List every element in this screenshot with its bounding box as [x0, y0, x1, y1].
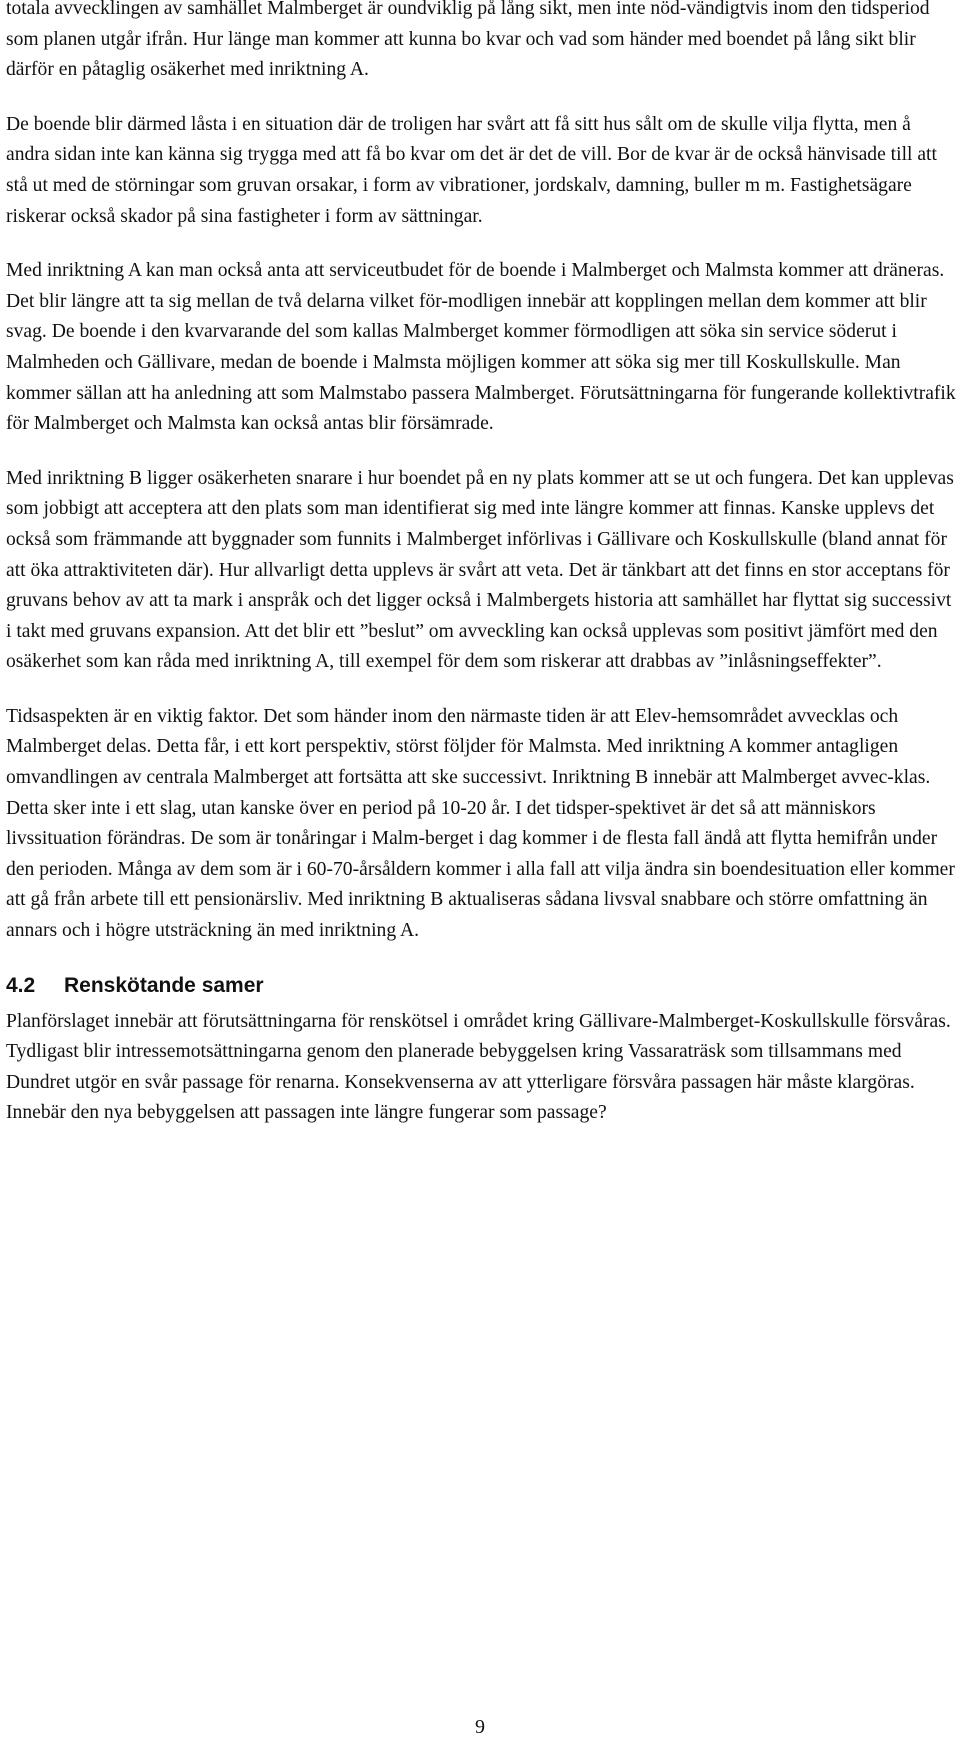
section-number: 4.2	[6, 973, 36, 997]
page-content	[6, 0, 956, 1153]
paragraph-3: Med inriktning A kan man också anta att serviceutbudet för de boende i Malmberget och Malmsta kommer att dräneras. Det blir längre att ta sig mellan de två delarna vilket för-modligen innebär att kopplingen mellan dem kommer att blir svag. De boende i den kvarvarande del som kallas Malmberget kommer förmodligen att söka sin service söderut i Malmheden och Gällivare, medan de boende i Malmsta möjligen kommer att söka sig mer till Koskullskulle. Man kommer sällan att ha anledning att som Malmstabo passera Malmberget. Förutsättningarna för fungerande kollektivtrafik för Malmberget och Malmsta kan också antas blir försämrade.	[6, 260, 956, 435]
paragraph-4: Med inriktning B ligger osäkerheten snarare i hur boendet på en ny plats kommer att se ut och fungera. Det kan upplevas som jobbigt att acceptera att den plats som man identifierat sig med inte längre kommer att finnas. Kanske upplevs det också som främmande att byggnader som funnits i Malmberget införlivas i Gällivare och Koskullskulle (bland annat för att öka attraktiviteten där). Hur allvarligt detta upplevs är svårt att veta. Det är tänkbart att det finns en stor acceptans för gruvans behov av att ta mark i anspråk och det ligger också i Malmbergets historia att samhället har flyttat sig successivt i takt med gruvans expansion. Att det blir ett ”beslut” om avveckling kan också upplevas som positivt jämfört med den osäkerhet som kan råda med inriktning A, till exempel för dem som riskerar att drabbas av ”inlåsningseffekter”.	[6, 467, 954, 673]
page-number: 9	[475, 1716, 485, 1738]
paragraph-2: De boende blir därmed låsta i en situation där de troligen har svårt att få sitt hus sålt om de skulle vilja flytta, men å andra sidan inte kan känna sig trygga med att få bo kvar om det är det de vill. Bor de kvar är de också hänvisade till att stå ut med de störningar som gruvan orsakar, i form av vibrationer, jordskalv, damning, buller m m. Fastighetsägare riskerar också skador på sina fastigheter i form av sättningar.	[6, 113, 937, 227]
paragraph-5: Tidsaspekten är en viktig faktor. Det som händer inom den närmaste tiden är att Elev-hemsområdet avvecklas och Malmberget delas. Detta får, i ett kort perspektiv, störst följder för Malmsta. Med inriktning A kommer antagligen omvandlingen av centrala Malmberget att fortsätta att ske successivt. Inriktning B innebär att Malmberget avvec-klas. Detta sker inte i ett slag, utan kanske över en period på 10-20 år. I det tidsper-spektivet är det så att människors livssituation förändras. De som är tonåringar i Malm-berget i dag kommer i de flesta fall ändå att flytta hemifrån under den perioden. Många av dem som är i 60-70-årsåldern kommer i alla fall att vilja ändra sin boendesituation eller kommer att gå från arbete till ett pensionärsliv. Med inriktning B aktualiseras sådana livsval snabbare och större omfattning än annars och i högre utsträckning än med inriktning A.	[6, 705, 955, 942]
paragraph-1: totala avvecklingen av samhället Malmberget är oundviklig på lång sikt, men inte nöd-vändigtvis inom den tidsperiod som planen utgår ifrån. Hur länge man kommer att kunna bo kvar och vad som händer med boendet på lång sikt blir därför en påtaglig osäkerhet med inriktning A.	[6, 0, 930, 81]
section-paragraph: Planförslaget innebär att förutsättningarna för renskötsel i området kring Gällivare-Malmberget-Koskullskulle försvåras. Tydligast blir intressemotsättningarna genom den planerade bebyggelsen kring Vassaraträsk som tillsammans med Dundret utgör en svår passage för renarna. Konsekvenserna av att ytterligare försvåra passagen här måste klargöras. Innebär den nya bebyggelsen att passagen inte längre fungerar som passage?	[6, 1010, 951, 1124]
section-title: Renskötande samer	[64, 973, 264, 997]
section-heading	[6, 971, 956, 1001]
